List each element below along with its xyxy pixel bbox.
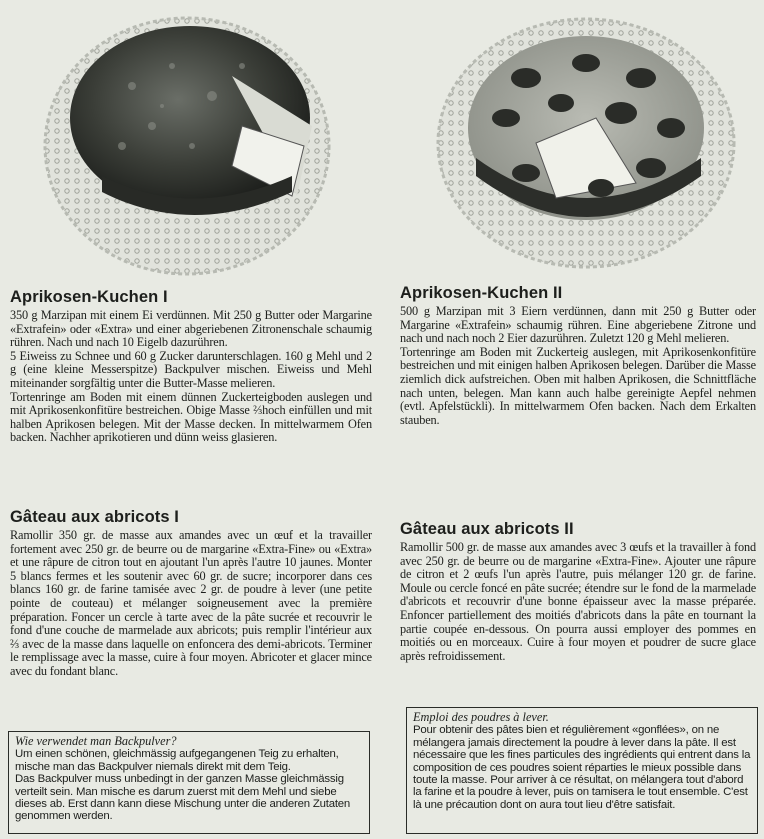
aprikosen-kuchen-2-paragraph-1: 500 g Marzipan mit 3 Eiern verdünnen, dann mit 250 g Butter oder Margarine «Extrafein» schaumig rühren. Eine abgeriebene Zitrone und nach und nach noch 2 Eier dazurühren. Zuletzt 120 g Mehl melieren. xyxy=(400,304,756,346)
gateau-abricots-1-section xyxy=(10,508,372,679)
aprikosen-kuchen-1-title: Aprikosen-Kuchen I xyxy=(10,288,168,306)
backpulver-box-paragraph-2: Das Backpulver muss unbedingt in der ganzen Masse gleichmässig verteilt sein. Man mische es darum zuerst mit dem Mehl und siebe dieses ab. Erst dann kann diese Mischung unter die anderen Zutaten genommen werden. xyxy=(15,773,351,823)
aprikosen-kuchen-1-paragraph-3: Tortenringe am Boden mit einem dünnen Zuckerteigboden auslegen und mit Aprikosenkonfitüre bestreichen. Obige Masse ⅔hoch einfüllen und mit halben Aprikosen belegen. Mit der Masse decken. In mittelwarmem Ofen backen. Nachher aprikotieren und dünn weiss glasieren. xyxy=(10,389,372,445)
poudres-info-box xyxy=(406,707,758,834)
aprikosen-kuchen-2-paragraph-2: Tortenringe am Boden mit Zuckerteig auslegen, mit Aprikosenkonfitüre bestreichen und mit einigen halben Aprikosen belegen. Darüber die Masse ziemlich dick aufstreichen. Oben mit halben Aprikosen, die Schnittfläche nach unten, belegen. Man kann auch halbe gereinigte Aepfel nehmen (evtl. Apfelstückli). In mittelwarmem Ofen backen. Nach dem Erkalten stauben. xyxy=(400,344,756,427)
poudres-box-paragraph: Pour obtenir des pâtes bien et régulièrement «gonflées», on ne mélangera jamais directement la poudre à lever dans la pâte. Il est nécessaire que les fines particules des ingrédients qui entrent dans la composition de ces poudres soient réparties le mieux possible dans toute la masse. Pour arriver à ce résultat, on mélangera tout d'abord la farine et la poudre à lever, puis on tamisera le tout ensemble. C'est là une précaution dont on aura tout lieu d'être satisfait. xyxy=(413,724,751,811)
poudres-box-title: Emploi des poudres à lever. xyxy=(413,710,549,724)
gateau-abricots-1-paragraph: Ramollir 350 gr. de masse aux amandes avec un œuf et la travailler fortement avec 250 gr. de beurre ou de margarine «Extra-Fine» ou «Extra» et une râpure de citron tout en ajoutant l'un après l'autre 10 jaunes. Monter 5 blancs fermes et les soutenir avec 60 gr. de sucre; incorporer dans ces blancs 160 gr. de farine tamisée avec 2 gr. de poudre à lever (une petite pointe de couteau) et mélanger soigneusement avec la première préparation. Foncer un cercle à tarte avec de la pâte sucrée et recouvrir le fond d'une couche de marmelade aux abricots; puis remplir l'intérieur aux ⅔ avec de la masse dans laquelle on enfoncera des demi-abricots. Terminer le remplissage avec la masse, cuire à four moyen. Abricoter et glacer mince avec du fondant blanc. xyxy=(10,528,372,678)
gateau-abricots-2-paragraph: Ramollir 500 gr. de masse aux amandes avec 3 œufs et la travailler à fond avec 250 gr. de beurre ou de margarine «Extra-Fine». Ajouter une râpure de citron et 2 œufs l'un après l'autre, puis mélanger 120 gr. de farine. Moule ou cercle foncé en pâte sucrée; étendre sur le fond de la marmelade d'abricots et recouvrir d'une bonne épaisseur avec la masse préparée. Enfoncer partiellement des moitiés d'abricots dans la pâte en tournant la partie coupée en-dessous. On pourra aussi employer des pommes en moitiés ou en morceaux. Cuire à four moyen et poudrer de sucre glace après refroidissement. xyxy=(400,540,756,663)
gateau-abricots-2-section xyxy=(400,520,756,663)
aprikosen-kuchen-1-paragraph-2: 5 Eiweiss zu Schnee und 60 g Zucker darunterschlagen. 160 g Mehl und 2 g (eine kleine Messerspitze) Backpulver mischen. Eiweiss und Mehl miteinander sorgfältig unter die Butter-Masse melieren. xyxy=(10,348,372,390)
aprikosen-kuchen-2-section xyxy=(400,284,756,427)
aprikosen-kuchen-1-section xyxy=(10,288,372,445)
backpulver-box-paragraph-1: Um einen schönen, gleichmässig aufgegangenen Teig zu erhalten, mische man das Backpulver niemals direkt mit dem Teig. xyxy=(15,748,339,773)
gateau-abricots-1-title: Gâteau aux abricots I xyxy=(10,508,179,526)
apricot-halves-cake-photo xyxy=(436,8,736,270)
backpulver-info-box xyxy=(8,731,370,834)
gateau-abricots-2-title: Gâteau aux abricots II xyxy=(400,520,574,538)
aprikosen-kuchen-2-title: Aprikosen-Kuchen II xyxy=(400,284,563,302)
backpulver-box-title: Wie verwendet man Backpulver? xyxy=(15,734,177,748)
aprikosen-kuchen-1-paragraph-1: 350 g Marzipan mit einem Ei verdünnen. Mit 250 g Butter oder Margarine «Extrafein» oder «Extra» und einer abgeriebenen Zitronenschale schaumig rühren. Nach und nach 10 Eigelb dazurühren. xyxy=(10,308,372,350)
glazed-apricot-cake-photo xyxy=(42,6,332,278)
